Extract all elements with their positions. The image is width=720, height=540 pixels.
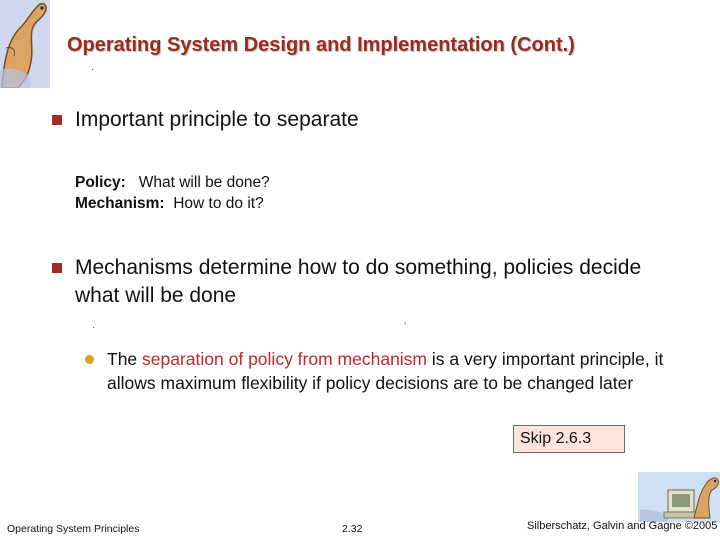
bullet-square-icon (52, 263, 62, 273)
sub-bullet-text (107, 347, 667, 395)
footer-copyright: Silberschatz, Galvin and Gagne ©2005 (527, 520, 718, 532)
policy-line (75, 172, 270, 193)
stray-dot: · (92, 322, 96, 333)
mechanism-text: How to do it? (173, 195, 264, 212)
footer-course: Operating System Principles (7, 523, 140, 535)
stray-dot: · (91, 64, 95, 75)
dinosaur-computer-icon (638, 472, 720, 522)
bullet-text-1: Important principle to separate (75, 108, 359, 131)
sub-bullet-suffix: is a very important principle, it allows maximum flexibility if policy decisions are to be changed later (107, 349, 664, 393)
bullet-square-icon (52, 115, 62, 125)
footer-page-number: 2.32 (342, 523, 363, 535)
slide-title: Operating System Design and Implementation (Cont.) (67, 34, 575, 56)
bullet-text-2: Mechanisms determine how to do something, policies decide what will be done (75, 256, 642, 307)
sub-bullet-prefix: The (107, 349, 143, 369)
highlight-phrase: separation of policy from mechanism (142, 349, 428, 369)
policy-label: Policy: (75, 174, 126, 191)
stray-mark: ʼ (404, 322, 407, 333)
mechanism-label: Mechanism: (75, 195, 165, 212)
mechanism-line (75, 193, 270, 214)
sub-bullet-dot-icon (85, 355, 94, 364)
dinosaur-corner-icon (0, 0, 50, 88)
policy-mechanism-block (75, 172, 270, 214)
policy-text: What will be done? (138, 174, 270, 191)
skip-note-box: Skip 2.6.3 (513, 425, 625, 453)
